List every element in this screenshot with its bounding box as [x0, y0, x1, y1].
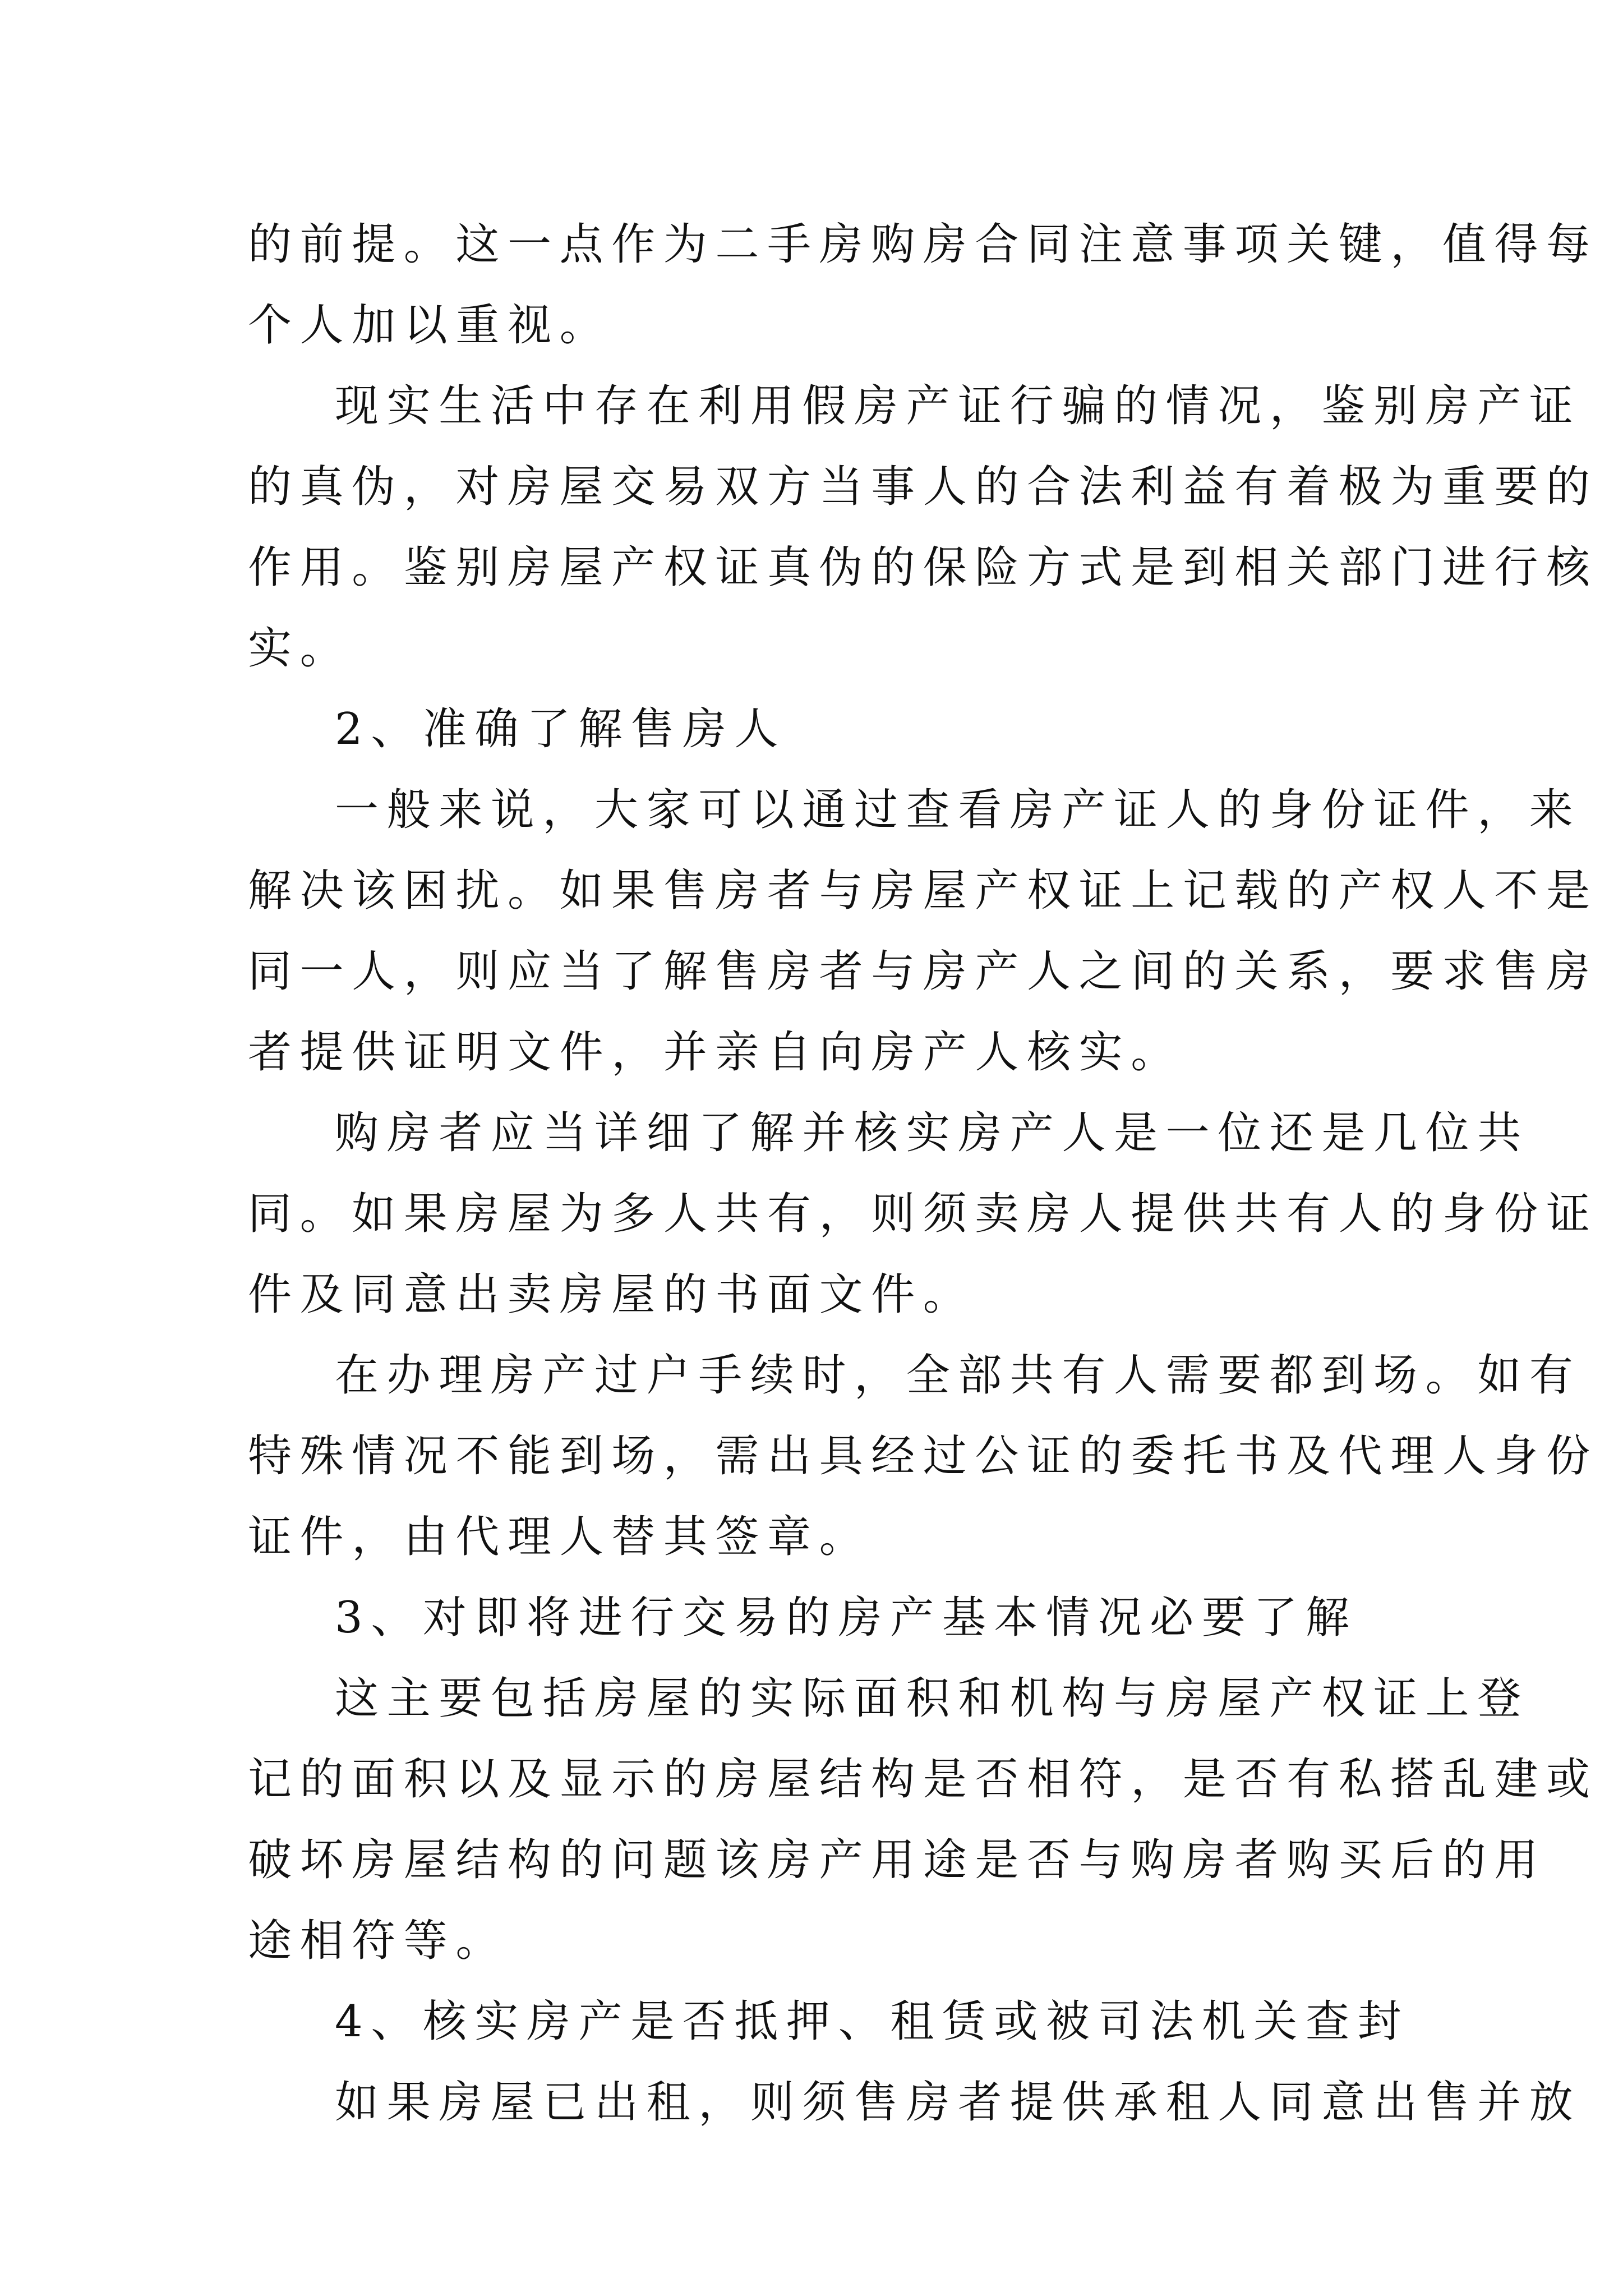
paragraph-line: 购房者应当详细了解并核实房产人是一位还是几位共: [335, 1108, 1529, 1158]
paragraph-line: 个人加以重视。: [248, 300, 612, 351]
paragraph-line: 破坏房屋结构的问题该房产用途是否与购房者购买后的用: [248, 1835, 1547, 1885]
paragraph-line: 一般来说，大家可以通过查看房产证人的身份证件，来: [335, 785, 1581, 835]
paragraph-line: 的真伪，对房屋交易双方当事人的合法利益有着极为重要的: [248, 462, 1598, 512]
paragraph-line: 同一人，则应当了解售房者与房产人之间的关系，要求售房: [248, 946, 1598, 997]
paragraph-line: 在办理房产过户手续时，全部共有人需要都到场。如有: [335, 1350, 1581, 1401]
paragraph-line: 如果房屋已出租，则须售房者提供承租人同意出售并放: [335, 2077, 1581, 2128]
paragraph-line: 途相符等。: [248, 1916, 508, 1966]
section-heading: 4、核实房产是否抵押、租赁或被司法机关查封: [335, 1996, 1410, 2047]
paragraph-line: 实。: [248, 623, 352, 674]
paragraph-line: 同。如果房屋为多人共有，则须卖房人提供共有人的身份证: [248, 1189, 1598, 1239]
paragraph-line: 的前提。这一点作为二手房购房合同注意事项关键，值得每: [248, 219, 1598, 270]
paragraph-line: 件及同意出卖房屋的书面文件。: [248, 1269, 975, 1320]
section-heading: 2、准确了解售房人: [335, 704, 787, 754]
paragraph-line: 证件，由代理人替其签章。: [248, 1512, 872, 1562]
paragraph-line: 特殊情况不能到场，需出具经过公证的委托书及代理人身份: [248, 1431, 1598, 1481]
paragraph-line: 现实生活中存在利用假房产证行骗的情况，鉴别房产证: [335, 381, 1581, 431]
paragraph-line: 作用。鉴别房屋产权证真伪的保险方式是到相关部门进行核: [248, 542, 1598, 593]
section-heading: 3、对即将进行交易的房产基本情况必要了解: [335, 1593, 1358, 1643]
paragraph-line: 解决该困扰。如果售房者与房屋产权证上记载的产权人不是: [248, 866, 1598, 916]
paragraph-line: 这主要包括房屋的实际面积和机构与房屋产权证上登: [335, 1673, 1529, 1724]
paragraph-line: 记的面积以及显示的房屋结构是否相符，是否有私搭乱建或: [248, 1754, 1598, 1805]
paragraph-line: 者提供证明文件，并亲自向房产人核实。: [248, 1027, 1183, 1078]
